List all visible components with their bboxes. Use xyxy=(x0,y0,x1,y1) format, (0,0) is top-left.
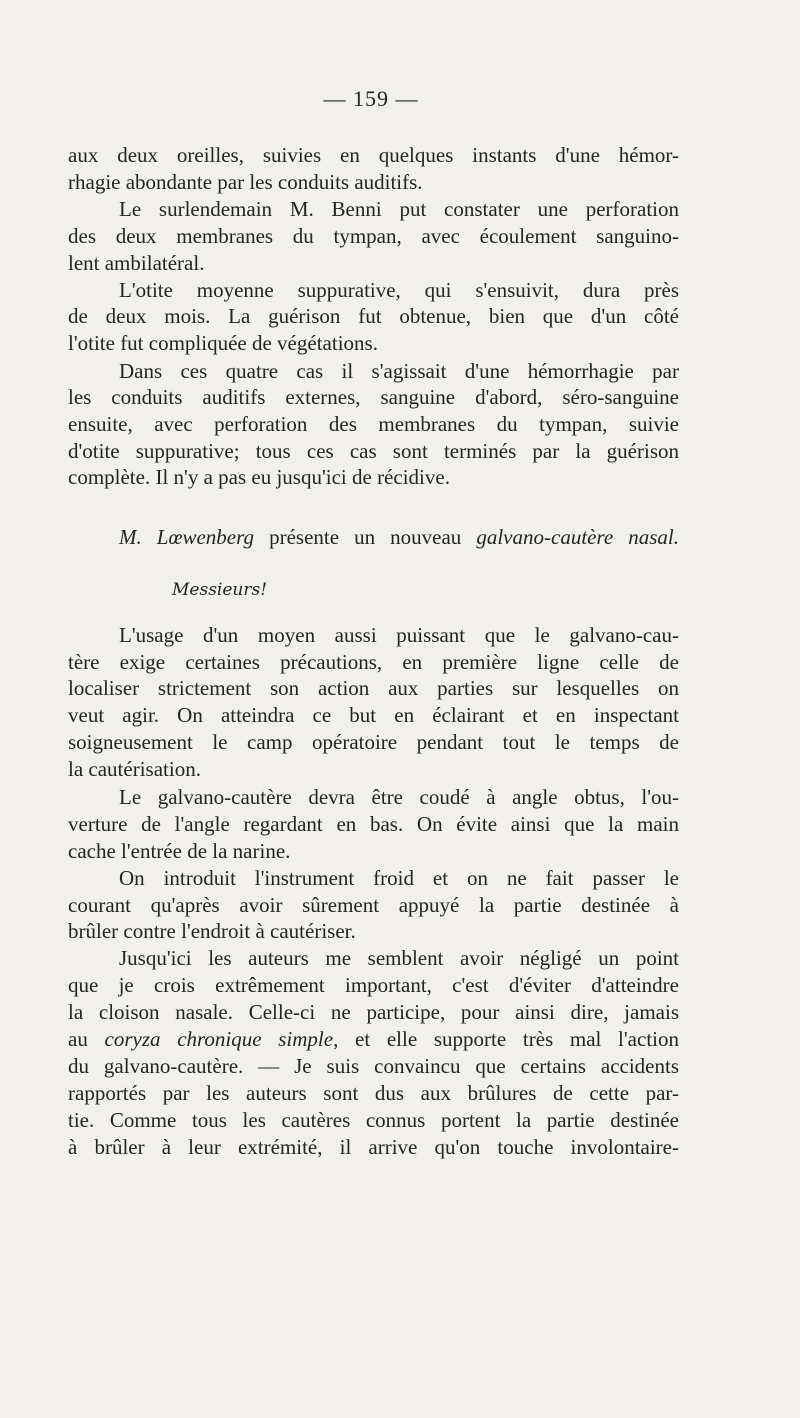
presentation-line xyxy=(119,523,679,551)
text-line: aux deux oreilles, suivies en quelques instants d'une hémor- xyxy=(68,143,679,167)
text-line: cache l'entrée de la narine. xyxy=(68,839,291,863)
text-line: tère exige certaines précautions, en première ligne celle de xyxy=(68,650,679,674)
text-line: soigneusement le camp opératoire pendant tout le temps de xyxy=(68,730,679,754)
text-line: Jusqu'ici les auteurs me semblent avoir négligé un point xyxy=(119,946,679,970)
coryza-line xyxy=(68,1025,679,1053)
text-line: d'otite suppurative; tous ces cas sont terminés par la guérison xyxy=(68,439,679,463)
text-line: tie. Comme tous les cautères connus portent la partie destinée xyxy=(68,1108,679,1132)
text-line: à brûler à leur extrémité, il arrive qu'on touche involontaire- xyxy=(68,1135,679,1159)
text-line: L'usage d'un moyen aussi puissant que le galvano-cau- xyxy=(119,623,679,647)
text-line: Le surlendemain M. Benni put constater une perforation xyxy=(119,197,679,221)
text-line: les conduits auditifs externes, sanguine d'abord, séro-sanguine xyxy=(68,385,679,409)
text-line: lent ambilatéral. xyxy=(68,251,205,275)
text-line: du galvano-cautère. — Je suis convaincu que certains accidents xyxy=(68,1054,679,1078)
text-line: Le galvano-cautère devra être coudé à angle obtus, l'ou- xyxy=(119,785,679,809)
text-line: Dans ces quatre cas il s'agissait d'une hémorrhagie par xyxy=(119,359,679,383)
text-line: verture de l'angle regardant en bas. On évite ainsi que la main xyxy=(68,812,679,836)
text-fragment: , et elle supporte très mal l'action xyxy=(333,1027,679,1051)
text-line: la cloison nasale. Celle-ci ne participe, pour ainsi dire, jamais xyxy=(68,1000,679,1024)
presentation-verb: présente un nouveau xyxy=(254,525,477,549)
text-line: la cautérisation. xyxy=(68,757,201,781)
text-line: des deux membranes du tympan, avec écoulement sanguino- xyxy=(68,224,679,248)
text-line: l'otite fut compliquée de végétations. xyxy=(68,331,378,355)
text-fragment: au xyxy=(68,1027,105,1051)
text-line: rhagie abondante par les conduits auditifs. xyxy=(68,170,423,194)
italic-term: coryza chronique simple xyxy=(104,1027,334,1051)
text-line: On introduit l'instrument froid et on ne fait passer le xyxy=(119,866,679,890)
device-name: galvano-cautère nasal. xyxy=(476,525,679,549)
text-line: ensuite, avec perforation des membranes du tympan, suivie xyxy=(68,412,679,436)
speaker-name: M. Lœwenberg xyxy=(119,525,255,549)
text-line: brûler contre l'endroit à cautériser. xyxy=(68,919,356,943)
text-line: localiser strictement son action aux parties sur lesquelles on xyxy=(68,676,679,700)
salutation: Messieurs! xyxy=(172,580,268,600)
text-line: complète. Il n'y a pas eu jusqu'ici de récidive. xyxy=(68,465,450,489)
text-line: courant qu'après avoir sûrement appuyé la partie destinée à xyxy=(68,893,679,917)
page-number: — 159 — xyxy=(323,86,419,111)
text-line: rapportés par les auteurs sont dus aux brûlures de cette par- xyxy=(68,1081,679,1105)
text-line: que je crois extrêmement important, c'est d'éviter d'atteindre xyxy=(68,973,679,997)
text-line: de deux mois. La guérison fut obtenue, bien que d'un côté xyxy=(68,304,679,328)
text-line: L'otite moyenne suppurative, qui s'ensuivit, dura près xyxy=(119,278,679,302)
text-line: veut agir. On atteindra ce but en éclairant et en inspectant xyxy=(68,703,679,727)
